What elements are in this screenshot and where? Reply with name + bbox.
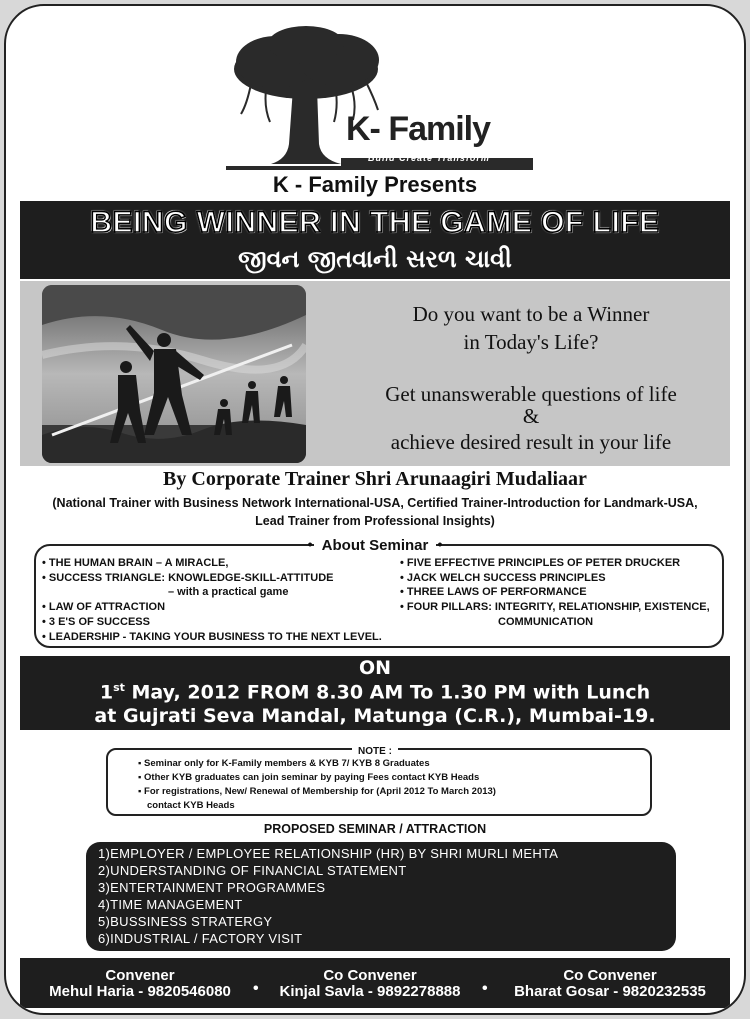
about-seminar-title: • About Seminar • <box>314 537 437 554</box>
hero-line-1: Do you want to be a Winner <box>412 302 650 326</box>
logo-tagline: Build Create Transform <box>368 153 490 163</box>
note-title: NOTE : <box>352 746 398 757</box>
separator-dot: • <box>482 980 488 997</box>
gujarati-subtitle: જીવન જીતવાની સરળ ચાવી <box>238 245 512 273</box>
contacts-footer <box>20 958 730 1008</box>
about-item: – with a practical game <box>168 586 289 599</box>
about-item: • THE HUMAN BRAIN – A MIRACLE, <box>42 556 382 571</box>
contact-co-convener-1 <box>265 968 475 1000</box>
note-item: ▪ Other KYB graduates can join seminar by paying Fees contact KYB Heads <box>138 772 480 783</box>
event-venue: at Gujrati Seva Mandal, Matunga (C.R.), Mumbai-19. <box>94 705 656 727</box>
contact-convener <box>30 968 250 1000</box>
proposed-item: 1)EMPLOYER / EMPLOYEE RELATIONSHIP (HR) BY SHRI MURLI MEHTA <box>98 846 559 861</box>
proposed-item: 3)ENTERTAINMENT PROGRAMMES <box>98 880 326 895</box>
event-date: 1st May, 2012 FROM 8.30 AM To 1.30 PM with Lunch <box>99 681 651 704</box>
about-item: • LEADERSHIP - TAKING YOUR BUSINESS TO THE NEXT LEVEL. <box>42 630 382 645</box>
proposed-item: 5)BUSSINESS STRATERGY <box>98 914 273 929</box>
about-item: COMMUNICATION <box>498 615 594 628</box>
contact-name: Kinjal Savla - 9892278888 <box>279 983 461 1000</box>
hero-line-5: achieve desired result in your life <box>390 430 672 454</box>
about-item: • FOUR PILLARS: INTEGRITY, RELATIONSHIP, EXISTENCE, <box>400 600 710 615</box>
about-item: • JACK WELCH SUCCESS PRINCIPLES <box>400 571 710 586</box>
on-label: ON <box>358 657 392 679</box>
contact-name: Bharat Gosar - 9820232535 <box>514 983 706 1000</box>
trainer-credentials-2: Lead Trainer from Professional Insights) <box>255 514 495 528</box>
about-item: • SUCCESS TRIANGLE: KNOWLEDGE-SKILL-ATTITUDE <box>42 571 382 586</box>
contact-role: Convener <box>105 967 175 984</box>
date-banner <box>20 656 730 730</box>
note-item: contact KYB Heads <box>147 800 235 811</box>
logo-brand: K- Family <box>346 110 491 148</box>
proposed-item: 6)INDUSTRIAL / FACTORY VISIT <box>98 931 303 946</box>
contact-co-convener-2 <box>494 968 726 1000</box>
event-title: BEING WINNER IN THE GAME OF LIFE <box>90 206 660 239</box>
trainer-name: By Corporate Trainer Shri Arunaagiri Mudaliaar <box>163 468 587 490</box>
tree-logo-icon <box>221 24 541 174</box>
contact-name: Mehul Haria - 9820546080 <box>49 983 231 1000</box>
proposed-title: PROPOSED SEMINAR / ATTRACTION <box>263 822 487 836</box>
proposed-item: 2)UNDERSTANDING OF FINANCIAL STATEMENT <box>98 863 407 878</box>
note-item: ▪ Seminar only for K-Family members & KYB 7/ KYB 8 Graduates <box>138 758 430 769</box>
hero-section <box>20 281 730 466</box>
about-item: • FIVE EFFECTIVE PRINCIPLES OF PETER DRUCKER <box>400 556 710 571</box>
contact-role: Co Convener <box>323 967 417 984</box>
trainer-credentials-1: (National Trainer with Business Network International-USA, Certified Trainer-Introduction for Landmark-USA, <box>52 496 698 510</box>
about-left-column <box>42 556 382 644</box>
flyer <box>4 4 746 1015</box>
proposed-item: 4)TIME MANAGEMENT <box>98 897 243 912</box>
hero-line-3: Get unanswerable questions of life <box>385 382 677 406</box>
title-banner <box>20 201 730 279</box>
note-item: ▪ For registrations, New/ Renewal of Membership for (April 2012 To March 2013) <box>138 786 496 797</box>
separator-dot: • <box>253 980 259 997</box>
runners-image-icon <box>42 285 306 463</box>
about-item: • LAW OF ATTRACTION <box>42 600 382 615</box>
hero-line-2: in Today's Life? <box>463 330 599 354</box>
presents-heading: K - Family Presents <box>272 172 478 197</box>
contact-role: Co Convener <box>563 967 657 984</box>
about-item: • THREE LAWS OF PERFORMANCE <box>400 585 710 600</box>
about-right-column <box>400 556 710 630</box>
hero-line-4: & <box>522 404 540 428</box>
race-photo <box>42 285 306 463</box>
about-item: • 3 E'S OF SUCCESS <box>42 615 382 630</box>
